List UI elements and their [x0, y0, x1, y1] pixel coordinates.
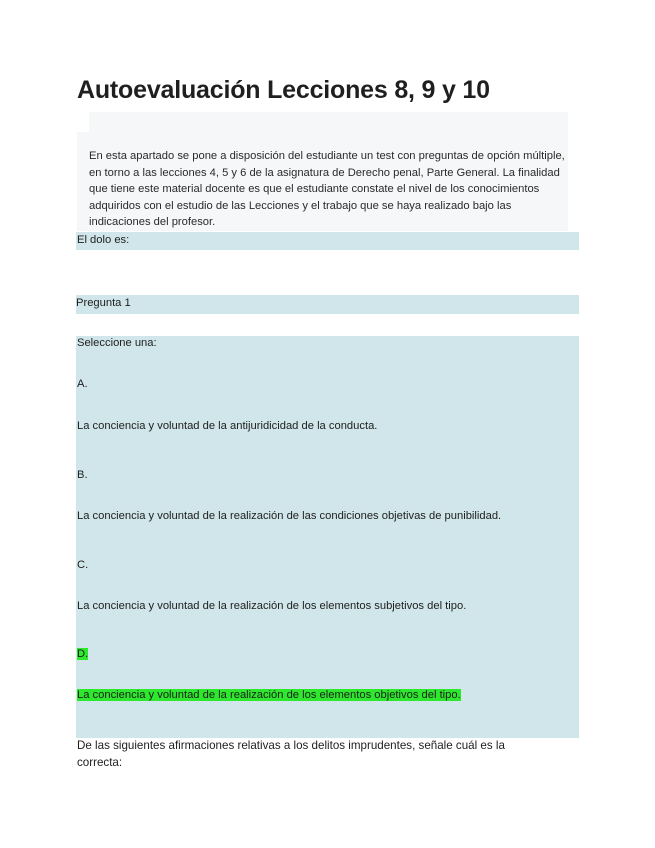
page-title: Autoevaluación Lecciones 8, 9 y 10: [77, 76, 490, 104]
option-c-text[interactable]: La conciencia y voluntad de la realización de los elementos subjetivos del tipo.: [77, 600, 467, 612]
select-one-instruction: Seleccione una:: [77, 337, 157, 349]
question-text-band: [76, 232, 579, 250]
option-a-letter[interactable]: A.: [77, 378, 88, 390]
option-d-letter[interactable]: D.: [77, 648, 89, 660]
option-a-text[interactable]: La conciencia y voluntad de la antijuridicidad de la conducta.: [77, 420, 378, 432]
option-d-text[interactable]: La conciencia y voluntad de la realización de los elementos objetivos del tipo.: [77, 689, 461, 701]
answer-block: [76, 336, 579, 738]
intro-box-top: [89, 112, 568, 132]
question-2-text: De las siguientes afirmaciones relativas a los delitos imprudentes, señale cuál es la correcta:: [77, 739, 505, 769]
option-b-letter[interactable]: B.: [77, 469, 88, 481]
option-c-letter[interactable]: C.: [77, 559, 89, 571]
intro-text: En esta apartado se pone a disposición del estudiante un test con preguntas de opción múltiple, en torno a las lecciones 4, 5 y 6 de la asignatura de Derecho penal, Parte General. La finalidad que tiene este material docente es que el estudiante constate el nivel de los conocimientos adquiridos con el estudio de las Lecciones y el trabajo que se haya realizado bajo las indicaciones del profesor.: [89, 150, 565, 229]
question-label-band: [76, 295, 579, 314]
question-1-label: Pregunta 1: [76, 297, 131, 309]
option-b-text[interactable]: La conciencia y voluntad de la realización de las condiciones objetivas de punibilidad.: [77, 510, 502, 522]
question-1-text: El dolo es:: [77, 234, 130, 246]
